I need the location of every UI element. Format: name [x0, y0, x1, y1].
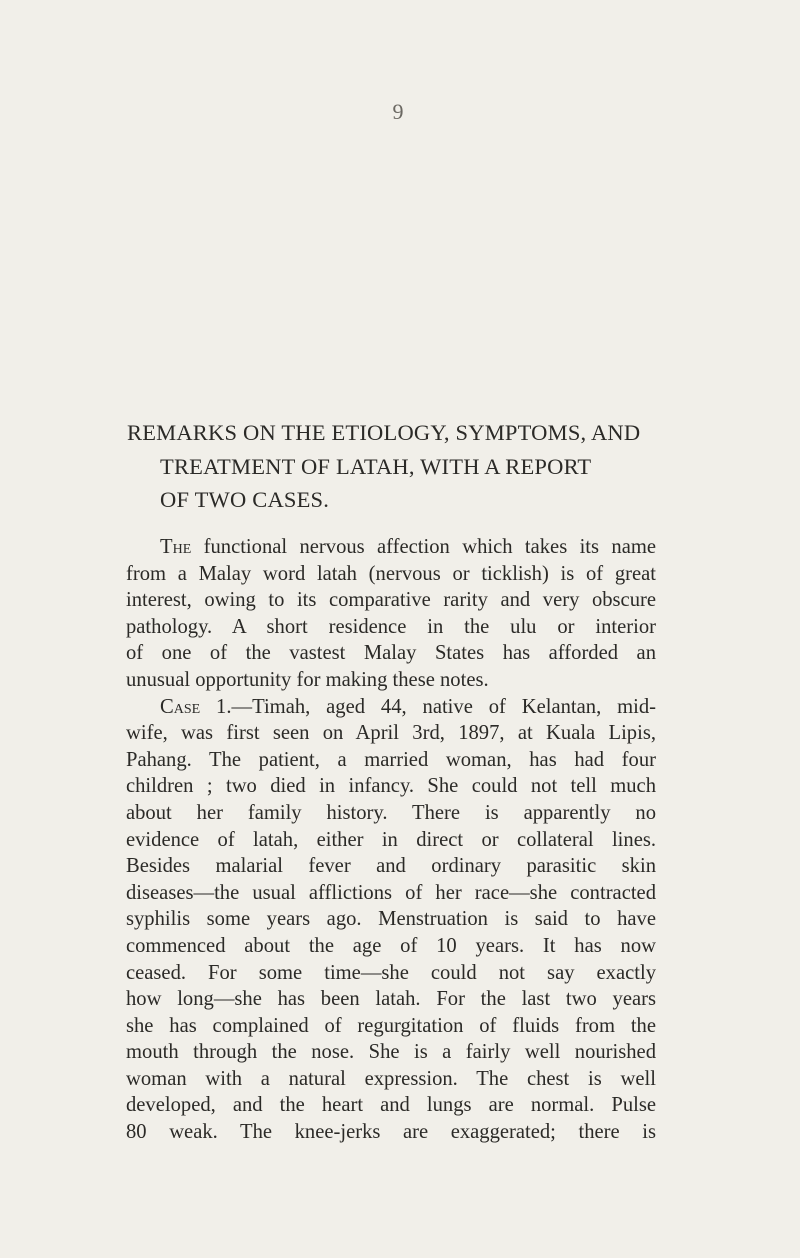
- paragraph-line: about her family history. There is apparently no: [126, 801, 656, 824]
- paragraph-line: woman with a natural expression. The chest is well: [126, 1067, 656, 1090]
- paragraph-line: how long—she has been latah. For the last two years: [126, 988, 656, 1011]
- paragraph-line: mouth through the nose. She is a fairly well nourished: [126, 1041, 656, 1064]
- title-line: OF TWO CASES.: [160, 487, 330, 512]
- paragraph-line: evidence of latah, either in direct or collateral lines.: [126, 828, 656, 851]
- body-text: [126, 534, 656, 1146]
- paragraph-line: developed, and the heart and lungs are normal. Pulse: [126, 1094, 656, 1117]
- paragraph-line: she has complained of regurgitation of fluids from the: [126, 1014, 656, 1037]
- paragraph-line: wife, was first seen on April 3rd, 1897, at Kuala Lipis,: [126, 722, 656, 745]
- paragraph-line: ceased. For some time—she could not say exactly: [126, 961, 656, 984]
- paragraph-line: diseases—the usual afflictions of her race—she contracted: [126, 881, 656, 904]
- paragraph-line: Pahang. The patient, a married woman, has had four: [126, 748, 656, 771]
- paragraph-line: commenced about the age of 10 years. It has now: [126, 934, 656, 957]
- title-line: TREATMENT OF LATAH, WITH A REPORT: [160, 453, 592, 479]
- paragraph-line: 80 weak. The knee-jerks are exaggerated; there is: [126, 1121, 656, 1144]
- page-number: 9: [392, 99, 404, 124]
- paragraph-line: unusual opportunity for making these notes.: [126, 668, 489, 691]
- article-title: [127, 416, 687, 517]
- title-line: REMARKS ON THE ETIOLOGY, SYMPTOMS, AND: [127, 420, 641, 445]
- paragraph-line: children ; two died in infancy. She could not tell much: [126, 775, 656, 798]
- paragraph-line: from a Malay word latah (nervous or ticklish) is of great: [126, 562, 656, 585]
- paragraph-line: interest, owing to its comparative rarity and very obscure: [126, 589, 656, 612]
- paragraph-line: syphilis some years ago. Menstruation is said to have: [126, 908, 656, 931]
- paragraph-line: Besides malarial fever and ordinary parasitic skin: [126, 855, 656, 878]
- paragraph-line: of one of the vastest Malay States has afforded an: [126, 642, 656, 665]
- case-heading: Case: [160, 695, 201, 718]
- paragraph-line: Case 1.—Timah, aged 44, native of Kelantan, mid-: [160, 695, 656, 718]
- paragraph-line: The functional nervous affection which takes its name: [160, 536, 656, 558]
- paragraph-lead: The: [160, 536, 192, 558]
- paragraph-line: pathology. A short residence in the ulu or interior: [126, 615, 656, 638]
